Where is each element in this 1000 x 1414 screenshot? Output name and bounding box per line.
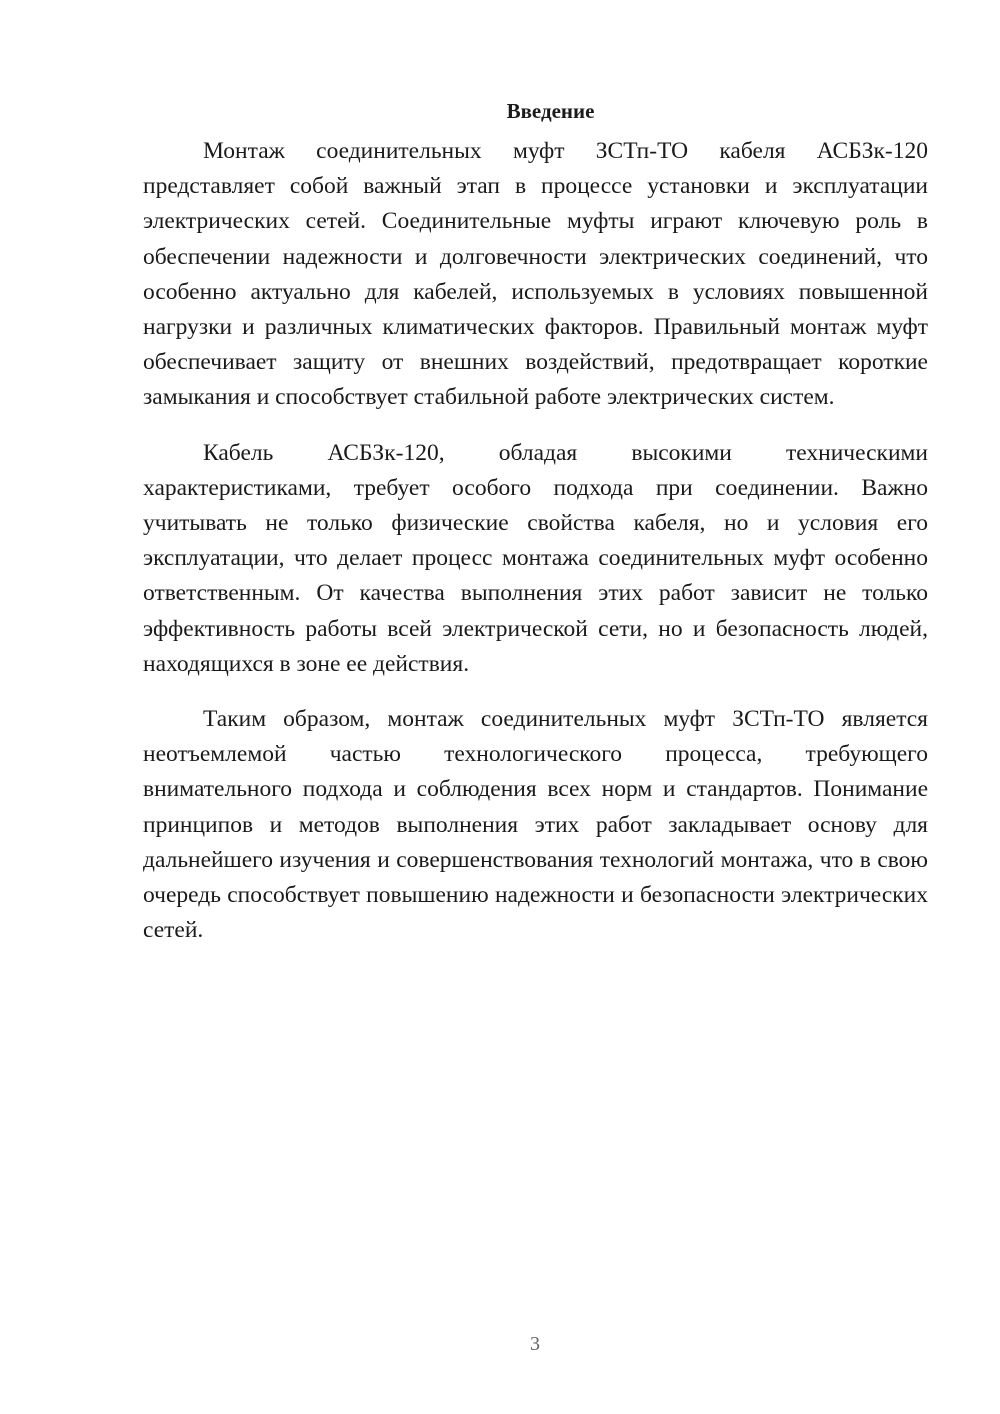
section-heading: Введение xyxy=(506,99,595,123)
paragraph-2: Кабель АСБЗк-120, обладая высокими техническими характеристиками, требует особого подхода при соединении. Важно учитывать не только физические свойства кабеля, но и условия его эксплуатации, что делает процесс монтажа соединительных муфт особенно ответственным. От качества выполнения этих работ зависит не только эффективность работы всей электрической сети, но и безопасность людей, находящихся в зоне ее действия. xyxy=(143,439,928,677)
paragraph-1: Монтаж соединительных муфт ЗСТп-ТО кабеля АСБЗк-120 представляет собой важный этап в процессе установки и эксплуатации электрических сетей. Соединительные муфты играют ключевую роль в обеспечении надежности и долговечности электрических соединений, что особенно актуально для кабелей, используемых в условиях повышенной нагрузки и различных климатических факторов. Правильный монтаж муфт обеспечивает защиту от внешних воздействий, предотвращает короткие замыкания и способствует стабильной работе электрических систем. xyxy=(143,138,928,411)
page-number: 3 xyxy=(530,1333,540,1355)
paragraph-3: Таким образом, монтаж соединительных муфт ЗСТп-ТО является неотъемлемой частью технологического процесса, требующего внимательного подхода и соблюдения всех норм и стандартов. Понимание принципов и методов выполнения этих работ закладывает основу для дальнейшего изучения и совершенствования технологий монтажа, что в свою очередь способствует повышению надежности и безопасности электрических сетей. xyxy=(143,706,928,944)
page-content xyxy=(143,96,928,968)
